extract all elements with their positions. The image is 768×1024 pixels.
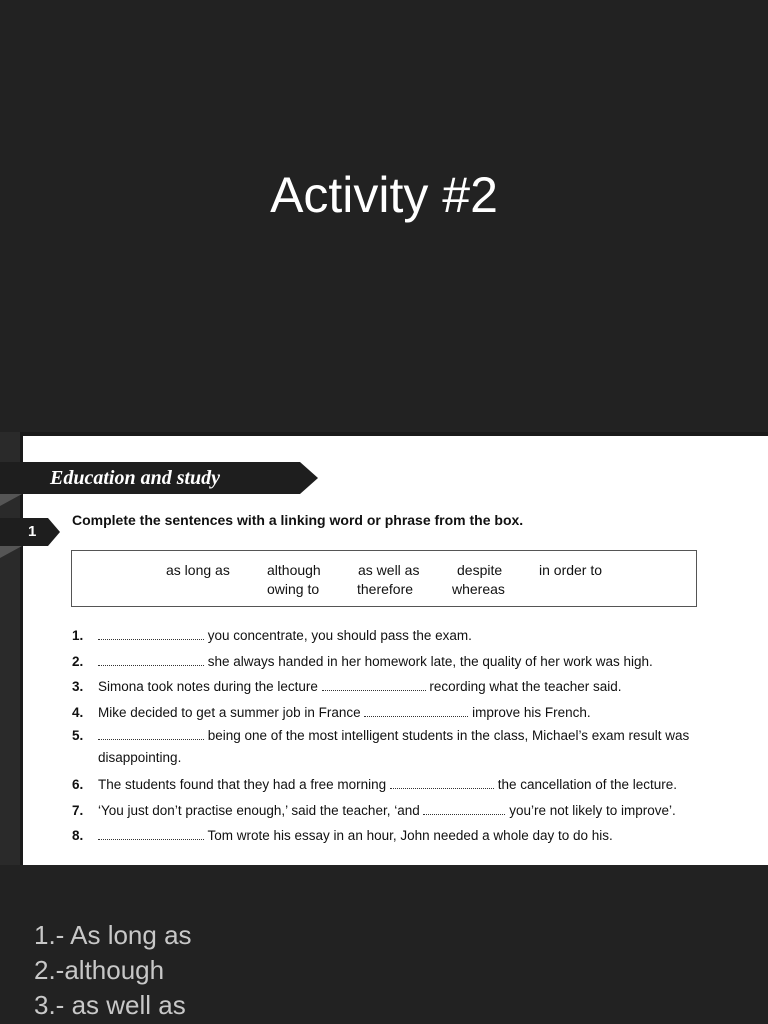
word-box-item: as long as bbox=[166, 562, 230, 578]
top-rule bbox=[20, 432, 768, 436]
banner-arrow-icon bbox=[300, 462, 318, 494]
exercise-instruction: Complete the sentences with a linking word or phrase from the box. bbox=[72, 512, 524, 528]
sentence-list bbox=[72, 623, 712, 849]
answer-blank bbox=[98, 829, 204, 840]
sentence-2: 2. she always handed in her homework late, the quality of her work was high. bbox=[72, 653, 653, 669]
answer-list bbox=[34, 918, 192, 1023]
answer-item: 3.- as well as bbox=[34, 990, 186, 1020]
answer-blank bbox=[98, 655, 204, 666]
sentence-6: 6. The students found that they had a free morning the cancellation of the lecture. bbox=[72, 777, 678, 792]
answer-blank bbox=[390, 778, 494, 789]
answer-blank bbox=[423, 804, 505, 815]
number-arrow-icon bbox=[48, 518, 60, 546]
answer-item: 1.- As long as bbox=[34, 920, 192, 950]
corner-triangle-icon bbox=[0, 494, 22, 506]
sentence-8: 8. Tom wrote his essay in an hour, John needed a whole day to do his. bbox=[72, 828, 613, 843]
sentence-5: 5. being one of the most intelligent students in the class, Michael’s exam result was disappointing. bbox=[72, 728, 690, 765]
answer-item: 2.-although bbox=[34, 955, 165, 985]
word-box-item: in order to bbox=[539, 562, 603, 578]
exercise-number: 1 bbox=[0, 518, 48, 546]
word-box-item: owing to bbox=[267, 581, 320, 597]
sentence-1: 1. you concentrate, you should pass the exam. bbox=[72, 628, 472, 643]
sentence-4: 4. Mike decided to get a summer job in France improve his French. bbox=[72, 704, 591, 720]
answer-blank bbox=[98, 629, 204, 640]
word-box-item: whereas bbox=[452, 581, 505, 597]
corner-triangle-icon bbox=[0, 546, 22, 558]
section-banner: Education and study bbox=[0, 462, 300, 494]
sentence-7: 7. ‘You just don’t practise enough,’ said the teacher, ‘and you’re not likely to improve’. bbox=[72, 802, 676, 818]
word-box-item: as well as bbox=[358, 562, 420, 578]
answer-blank bbox=[364, 706, 468, 717]
word-box-item: despite bbox=[457, 562, 503, 578]
answer-blank bbox=[98, 729, 204, 740]
word-box-item: although bbox=[267, 562, 321, 578]
answer-blank bbox=[322, 680, 426, 691]
word-box-item: therefore bbox=[357, 581, 414, 597]
word-box bbox=[71, 550, 697, 607]
worksheet-image bbox=[0, 432, 768, 865]
slide-title: Activity #2 bbox=[270, 167, 498, 223]
sentence-3: 3. Simona took notes during the lecture recording what the teacher said. bbox=[72, 679, 622, 694]
